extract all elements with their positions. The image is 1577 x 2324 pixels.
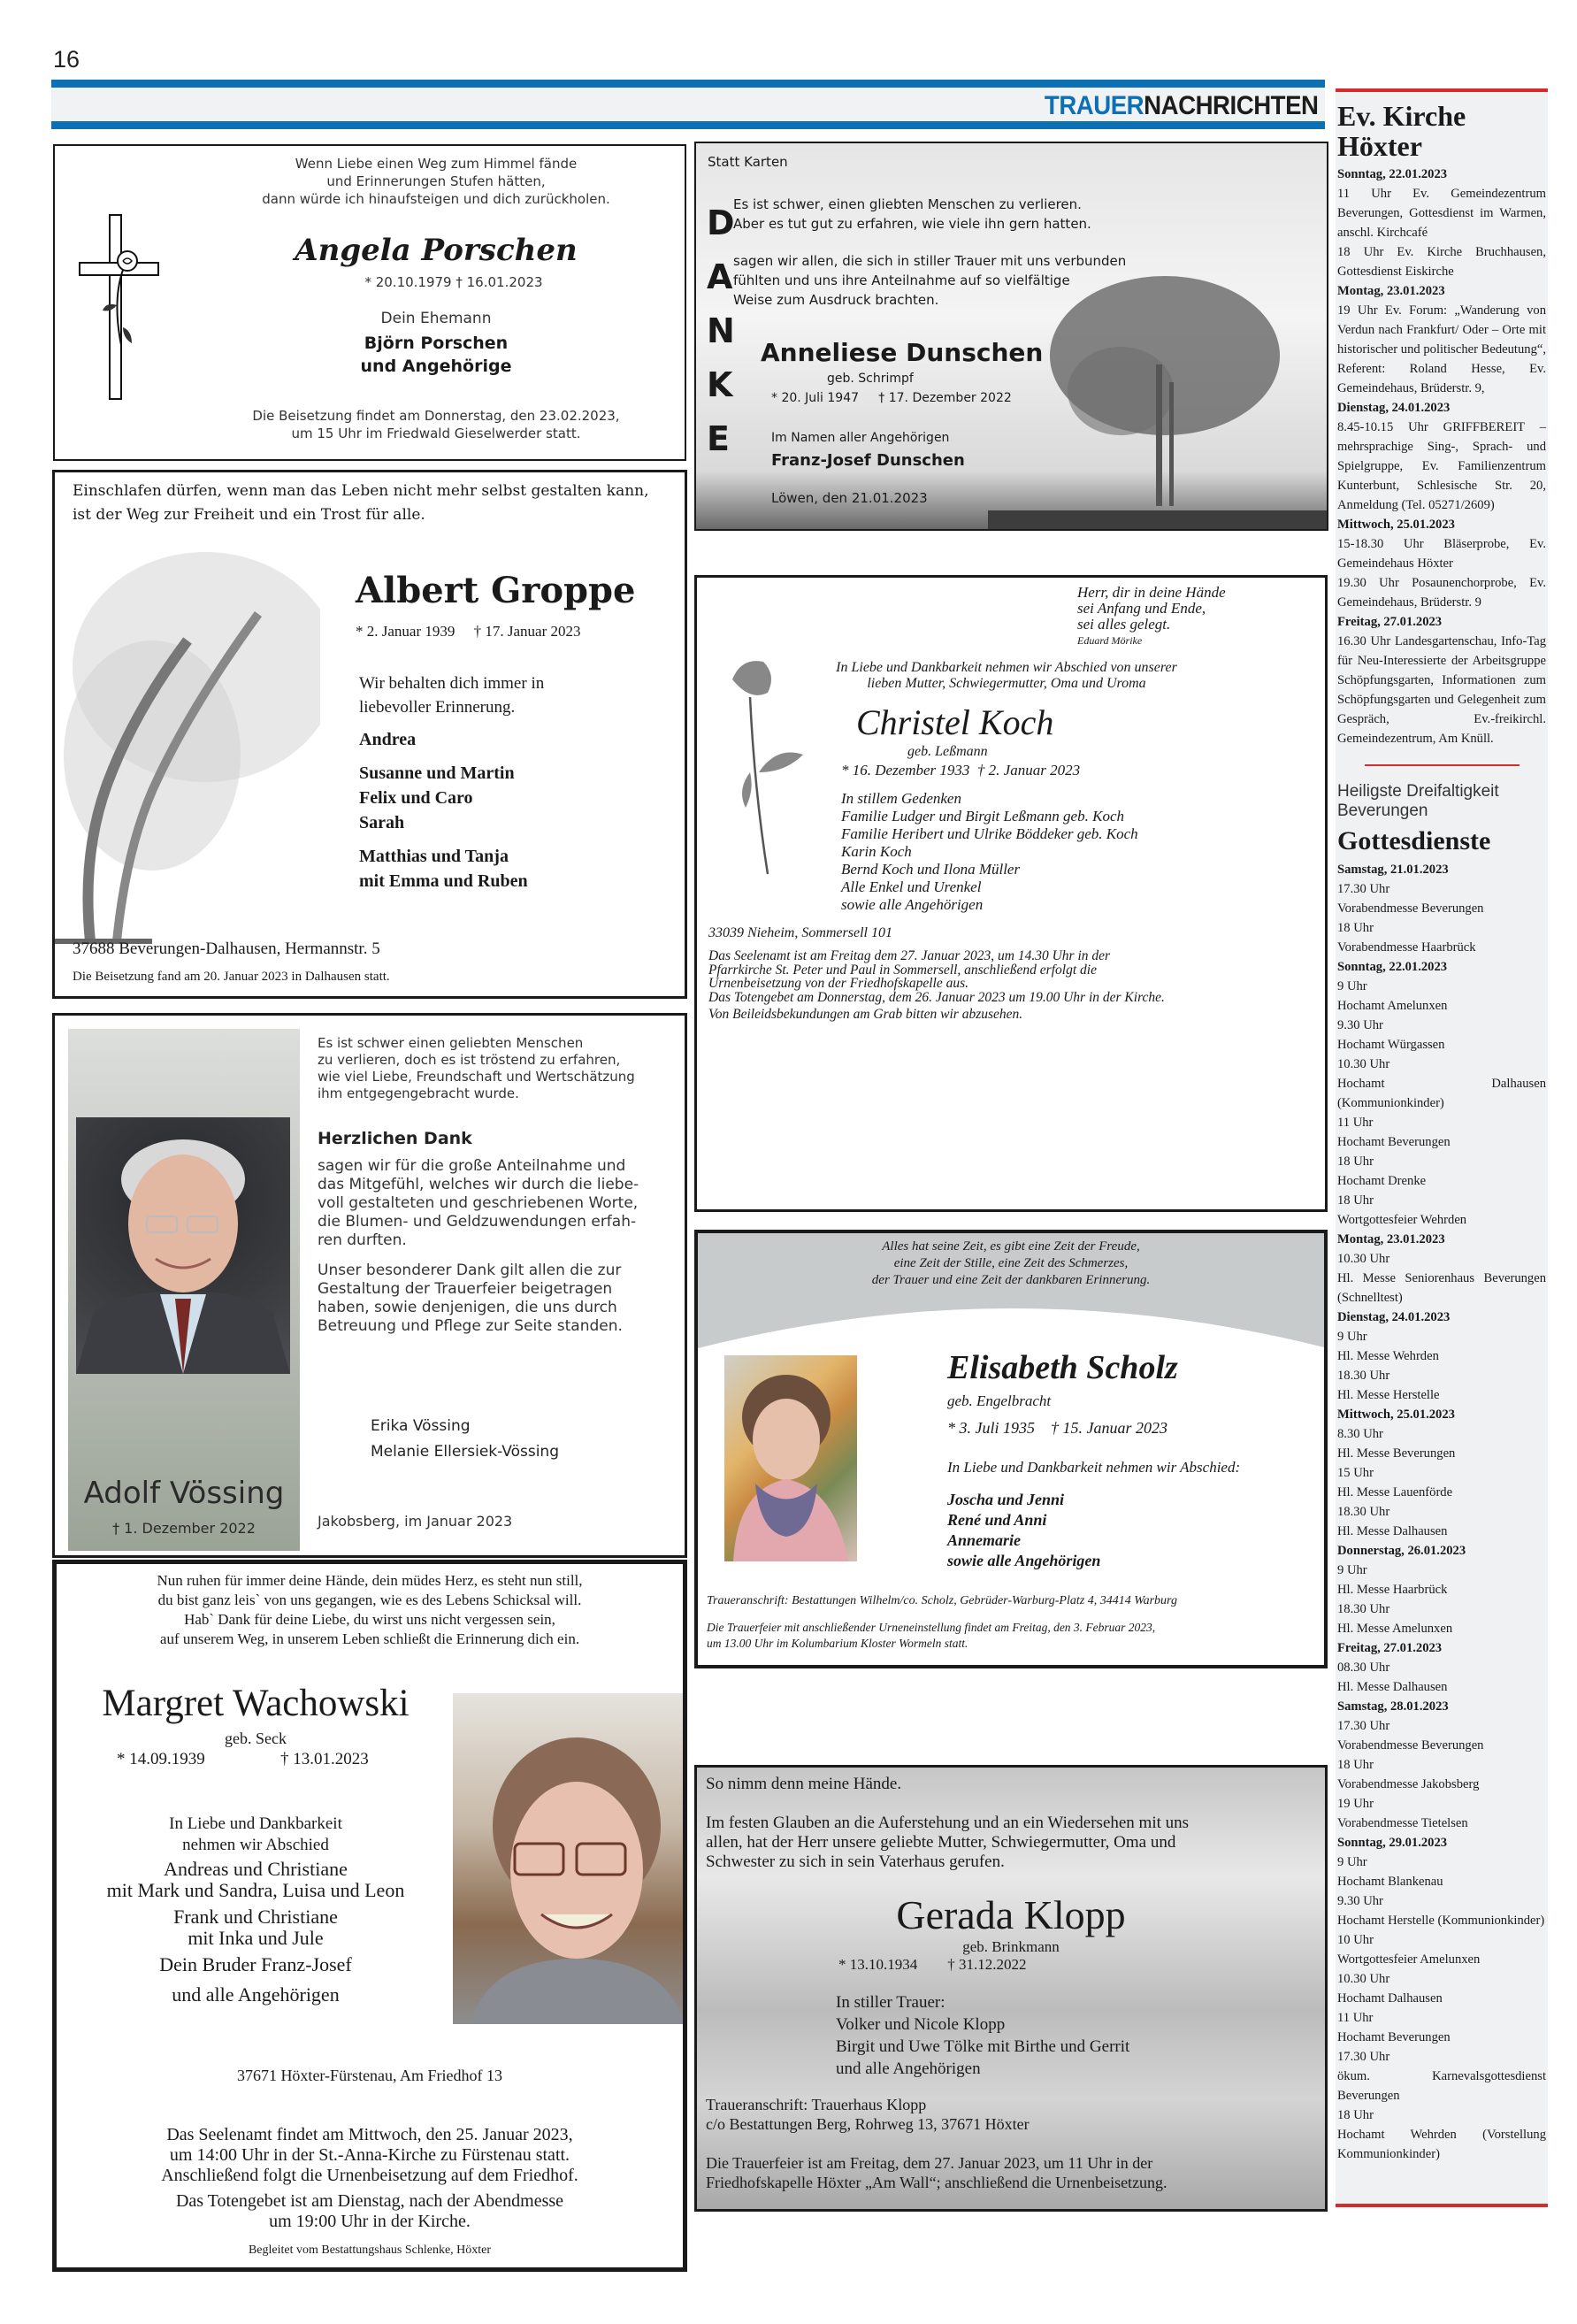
- service-day: Sonntag, 22.01.2023: [1337, 960, 1448, 974]
- obituary-groppe: [52, 470, 687, 999]
- service-entry: 11 Uhr: [1337, 2011, 1374, 2025]
- text: Im festen Glauben an die Auferstehung und an ein Wiedersehen mit uns allen, hat der Herr unsere geliebte Mutter, Schwiegermutter, Oma und Schwester zu sich in sein Vaterhaus gerufen.: [706, 1814, 1190, 1871]
- quote: Nun ruhen für immer deine Hände, dein müdes Herz, es steht nun still, du bist ganz leis` von uns gegangen, wie es des Lebens Schicksal will. Hab` Dank für deine Liebe, du wirst uns nicht vergessen sein, auf unserem Weg, in unserem Leben schließt die Erinnerung dich ein.: [157, 1572, 583, 1647]
- funeral-notice: Die Beisetzung fand am 20. Januar 2023 in Dalhausen statt.: [73, 970, 390, 984]
- service-entry: Hl. Messe Amelunxen: [1337, 1622, 1453, 1636]
- address: 33039 Nieheim, Sommersell 101: [708, 925, 892, 940]
- service-day: Mittwoch, 25.01.2023: [1337, 1407, 1455, 1422]
- service-entry: 8.45-10.15 Uhr GRIFFBEREIT – mehrsprachige Sing-, Sprach- und Spielgruppe, Ev. Familienzentrum Kunterbunt, Schlesische Str. 20, Anmeldung (Tel. 05271/2609): [1337, 420, 1546, 512]
- service-entry: 19.30 Uhr Posaunenchorprobe, Ev. Gemeindehaus, Brüderstr. 9: [1337, 576, 1546, 610]
- service-day: Freitag, 27.01.2023: [1337, 1641, 1443, 1655]
- intro: In Liebe und Dankbarkeit nehmen wir Abschied von unserer lieben Mutter, Schwiegermutter, Oma und Uroma: [836, 660, 1177, 691]
- funeral-notice: Die Beisetzung findet am Donnerstag, den 23.02.2023, um 15 Uhr im Friedwald Gieselwerder statt.: [252, 408, 620, 441]
- service-entry: Wortgottesfeier Amelunxen: [1337, 1952, 1481, 1967]
- service-entry: 11 Uhr Ev. Gemeindezentrum Beverungen, Gottesdienst im Warmen, anschl. Kirchcafé: [1337, 187, 1546, 240]
- service-entry: Hl. Messe Beverungen: [1337, 1446, 1456, 1461]
- service-entry: Vorabendmesse Haarbrück: [1337, 940, 1476, 955]
- mourners: Andreas und Christiane mit Mark und Sandra, Luisa und Leon Frank und Christiane mit Inka und Jule Dein Bruder Franz-Josef und alle Angehörigen: [106, 1858, 405, 2006]
- service-day: Dienstag, 24.01.2023: [1337, 401, 1451, 415]
- service-entry: 9 Uhr: [1337, 1563, 1367, 1577]
- death-date: † 13.01.2023: [280, 1750, 369, 1768]
- cross-with-rose-icon: [77, 212, 161, 403]
- service-entry: Hl. Messe Dalhausen: [1337, 1524, 1448, 1538]
- text-1: Es ist schwer, einen gliebten Menschen zu verlieren. Aber es tut gut zu erfahren, wie viele ihn gern hatten.: [733, 196, 1091, 232]
- life-dates: * 3. Juli 1935 † 15. Januar 2023: [947, 1419, 1167, 1437]
- birth-date: * 14.09.1939: [117, 1750, 205, 1768]
- intro: In Liebe und Dankbarkeit nehmen wir Abschied: [169, 1814, 342, 1854]
- mourners-intro: Dein Ehemann: [380, 310, 492, 327]
- place-date: Löwen, den 21.01.2023: [771, 490, 928, 506]
- funeral-notice: Das Seelenamt findet am Mittwoch, den 25. Januar 2023, um 14:00 Uhr in der St.-Anna-Kirche zu Fürstenau statt. Anschließend folgt die Urnenbeisetzung auf dem Friedhof. Das Totengebet ist am Dienstag, nach der Abendmesse um 19:00 Uhr in der Kirche.: [161, 2125, 578, 2231]
- service-entry: 9 Uhr: [1337, 979, 1367, 993]
- service-entry: Hochamt Herstelle (Kommunionkinder): [1337, 1914, 1545, 1928]
- obituary-voessing: [52, 1013, 687, 1558]
- acrostic-danke: D A N K E: [707, 203, 735, 458]
- service-day: Sonntag, 29.01.2023: [1337, 1836, 1448, 1850]
- maiden-name: geb. Leßmann: [907, 744, 988, 759]
- address: 37671 Höxter-Fürstenau, Am Friedhof 13: [236, 2067, 503, 2084]
- service-entry: 17.30 Uhr: [1337, 882, 1390, 896]
- church-services-sidebar: [1336, 88, 1548, 2207]
- service-entry: Vorabendmesse Beverungen: [1337, 1738, 1484, 1753]
- service-entry: ökum. Karnevalsgottesdienst Beverungen: [1337, 2069, 1546, 2103]
- text-2: sagen wir allen, die sich in stiller Trauer mit uns verbunden fühlten und uns ihre Anteilnahme auf so vielfältige Weise zum Ausdruck brachten.: [733, 253, 1127, 308]
- funeral-notice: Die Trauerfeier mit anschließender Urneneinstellung findet am Freitag, den 3. Februar 2023, um 13.00 Uhr im Kolumbarium Kloster Wormeln statt.: [707, 1621, 1156, 1650]
- mourners: Björn Porschen und Angehörige: [360, 334, 512, 376]
- ev-services-list: [1336, 165, 1548, 748]
- service-entry: 17.30 Uhr: [1337, 1719, 1390, 1733]
- service-entry: Hl. Messe Herstelle: [1337, 1388, 1440, 1402]
- service-entry: 19 Uhr Ev. Forum: „Wanderung von Verdun nach Frankfurt/ Oder – Orte mit historischer und politischer Bedeutung“, Referent: Roland Hesse, Ev. Gemeindehaus, Brüderstr. 9,: [1337, 303, 1546, 395]
- undertaker: Begleitet vom Bestattungshaus Schlenke, Höxter: [248, 2243, 492, 2257]
- quote: Einschlafen dürfen, wenn man das Leben nicht mehr selbst gestalten kann, ist der Weg zur Freiheit und ein Trost für alle.: [73, 482, 649, 524]
- service-entry: Hochamt Amelunxen: [1337, 999, 1448, 1013]
- funeral-notice: Das Seelenamt ist am Freitag dem 27. Januar 2023, um 14.30 Uhr in der Pfarrkirche St. Peter und Paul in Sommersell, anschließend erfolgt die Urnenbeisetzung von der Friedhofskapelle aus. Das Totengebet am Donnerstag, dem 26. Januar 2023 um 19.00 Uhr in der Kirche. Von Beileidsbekundungen am Grab bitten wir abzusehen.: [708, 948, 1165, 1022]
- service-entry: 15 Uhr: [1337, 1466, 1374, 1480]
- signoff: Franz-Josef Dunschen: [771, 451, 965, 470]
- section-header: [51, 80, 1325, 129]
- mourners: In stiller Trauer: Volker und Nicole Klopp Birgit und Uwe Tölke mit Birthe und Gerrit und alle Angehörigen: [836, 1993, 1130, 2078]
- address: Traueranschrift: Trauerhaus Klopp c/o Bestattungen Berg, Rohrweg 13, 37671 Höxter: [706, 2096, 1030, 2133]
- mourners: Andrea Susanne und Martin Felix und Caro Sarah Matthias und Tanja mit Emma und Ruben: [359, 730, 528, 891]
- deceased-name: Christel Koch: [856, 702, 1054, 742]
- life-dates: * 2. Januar 1939 † 17. Januar 2023: [356, 623, 581, 640]
- catholic-services-list: [1336, 860, 1548, 2164]
- obituary-porschen: [53, 144, 686, 461]
- service-entry: Hochamt Würgassen: [1337, 1038, 1445, 1052]
- obituary-scholz: [694, 1230, 1328, 1668]
- service-entry: Hl. Messe Dalhausen: [1337, 1680, 1448, 1694]
- service-entry: Vorabendmesse Jakobsberg: [1337, 1777, 1480, 1791]
- service-entry: 18 Uhr: [1337, 1193, 1374, 1208]
- services-title: Gottesdienste: [1337, 826, 1491, 855]
- service-entry: 9 Uhr: [1337, 1855, 1367, 1869]
- service-entry: 18 Uhr: [1337, 1758, 1374, 1772]
- thanks-paragraph-1: sagen wir für die große Anteilnahme und das Mitgefühl, welches wir durch die liebe- voll gestalteten und geschriebenen Worte, die Blumen- und Geldzuwendungen erfah- ren durften.: [318, 1157, 639, 1249]
- deceased-name: Albert Groppe: [356, 570, 636, 611]
- maiden-name: geb. Schrimpf: [827, 372, 914, 386]
- service-entry: 10.30 Uhr: [1337, 1252, 1390, 1266]
- page-number: 16: [53, 46, 80, 73]
- service-day: Sonntag, 22.01.2023: [1337, 167, 1448, 181]
- service-day: Samstag, 28.01.2023: [1337, 1699, 1449, 1714]
- deceased-name: Elisabeth Scholz: [947, 1349, 1178, 1386]
- life-dates: * 20. Juli 1947 † 17. Dezember 2022: [771, 391, 1012, 405]
- service-entry: 18.30 Uhr: [1337, 1505, 1390, 1519]
- birch-tree-image: [55, 534, 320, 950]
- section-title: TRAUERNACHRICHTEN: [1044, 91, 1318, 120]
- life-dates: * 20.10.1979 † 16.01.2023: [364, 274, 543, 290]
- opening: So nimm denn meine Hände.: [706, 1775, 902, 1793]
- place-date: Jakobsberg, im Januar 2023: [318, 1513, 513, 1530]
- service-day: Montag, 23.01.2023: [1337, 1232, 1445, 1246]
- memory-text: Wir behalten dich immer in liebevoller Erinnerung.: [359, 674, 545, 717]
- service-day: Montag, 23.01.2023: [1337, 284, 1445, 298]
- quote: Alles hat seine Zeit, es gibt eine Zeit der Freude, eine Zeit der Stille, eine Zeit des Schmerzes, der Trauer und eine Zeit der dankbaren Erinnerung.: [871, 1239, 1151, 1287]
- deceased-name: Margret Wachowski: [102, 1683, 410, 1724]
- service-entry: 18 Uhr: [1337, 921, 1374, 935]
- quote: Wenn Liebe einen Weg zum Himmel fände und Erinnerungen Stufen hätten, dann würde ich hinaufsteigen und dich zurückholen.: [262, 156, 610, 207]
- death-date: † 1. Dezember 2022: [112, 1520, 256, 1537]
- service-entry: Hl. Messe Lauenförde: [1337, 1485, 1453, 1499]
- service-entry: Hochamt Drenke: [1337, 1174, 1427, 1188]
- obituary-dunschen: [694, 142, 1328, 531]
- service-entry: Vorabendmesse Tietelsen: [1337, 1816, 1468, 1830]
- service-entry: 15-18.30 Uhr Bläserprobe, Ev. Gemeindehaus Höxter: [1337, 537, 1546, 571]
- life-dates: * 13.10.1934 † 31.12.2022: [838, 1956, 1027, 1973]
- heading: Statt Karten: [708, 154, 788, 170]
- service-entry: 9.30 Uhr: [1337, 1894, 1383, 1908]
- service-entry: 08.30 Uhr: [1337, 1661, 1390, 1675]
- service-entry: Hochamt Blankenau: [1337, 1875, 1443, 1889]
- parish-subtitle: Heiligste Dreifaltigkeit Beverungen: [1337, 782, 1499, 820]
- intro: In Liebe und Dankbarkeit nehmen wir Abschied:: [947, 1459, 1241, 1476]
- portrait-photo: [76, 1117, 290, 1374]
- service-entry: 10.30 Uhr: [1337, 1972, 1390, 1986]
- service-entry: 18 Uhr: [1337, 2108, 1374, 2122]
- service-entry: Hl. Messe Haarbrück: [1337, 1583, 1448, 1597]
- deceased-name: Anneliese Dunschen: [761, 338, 1044, 367]
- life-dates: * 16. Dezember 1933 † 2. Januar 2023: [841, 762, 1081, 779]
- deceased-name: Adolf Vössing: [83, 1476, 285, 1511]
- service-entry: 18 Uhr: [1337, 1154, 1374, 1169]
- service-entry: 16.30 Uhr Landesgartenschau, Info-Tag für Neu-Interessierte der Arbeitsgruppe Schöpfungsgarten, Informationen zum Schöpfungsgarten und Gelegenheit zum Gespräch, Ev.-freikirchl. Gemeindezentrum, Am Knüll.: [1337, 634, 1546, 746]
- address: 37688 Beverungen-Dalhausen, Hermannstr. 5: [73, 940, 380, 958]
- service-entry: Hochamt Dalhausen (Kommunionkinder): [1337, 1077, 1546, 1110]
- service-entry: Wortgottesfeier Wehrden: [1337, 1213, 1467, 1227]
- service-entry: 9.30 Uhr: [1337, 1018, 1383, 1032]
- service-entry: 9 Uhr: [1337, 1330, 1367, 1344]
- deceased-name: Angela Porschen: [295, 233, 578, 268]
- ev-church-title: Ev. Kirche Höxter: [1337, 100, 1466, 162]
- service-entry: 17.30 Uhr: [1337, 2050, 1390, 2064]
- service-day: Dienstag, 24.01.2023: [1337, 1310, 1451, 1324]
- service-day: Mittwoch, 25.01.2023: [1337, 518, 1455, 532]
- address: Traueranschrift: Bestattungen Wilhelm/co. Scholz, Gebrüder-Warburg-Platz 4, 34414 Warburg: [707, 1594, 1177, 1607]
- obituary-koch: [694, 575, 1328, 1212]
- quote: Herr, dir in deine Hände sei Anfang und Ende, sei alles gelegt. Eduard Mörike: [1077, 584, 1226, 647]
- service-entry: 10.30 Uhr: [1337, 1057, 1390, 1071]
- mourners: Joscha und Jenni René und Anni Annemarie sowie alle Angehörigen: [947, 1491, 1101, 1569]
- obituary-klopp: [694, 1765, 1328, 2212]
- divider: [1336, 2204, 1548, 2207]
- funeral-notice: Die Trauerfeier ist am Freitag, dem 27. Januar 2023, um 11 Uhr in der Friedhofskapelle Höxter „Am Wall“; anschließend die Urnenbeisetzung.: [706, 2154, 1167, 2191]
- maiden-name: geb. Engelbracht: [947, 1392, 1052, 1409]
- divider: [1365, 764, 1520, 766]
- service-entry: 19 Uhr: [1337, 1797, 1374, 1811]
- service-entry: Hochamt Dalhausen: [1337, 1991, 1443, 2006]
- service-day: Samstag, 21.01.2023: [1337, 863, 1449, 877]
- signers: Erika Vössing Melanie Ellersiek-Vössing: [371, 1417, 559, 1461]
- service-day: Freitag, 27.01.2023: [1337, 615, 1443, 629]
- service-entry: 18.30 Uhr: [1337, 1602, 1390, 1616]
- obituary-wachowski: [52, 1560, 687, 2272]
- maiden-name: geb. Seck: [225, 1730, 287, 1747]
- thanks-paragraph-2: Unser besonderer Dank gilt allen die zur Gestaltung der Trauerfeier beigetragen haben, sowie denjenigen, die uns durch Betreuung und Pflege zur Seite standen.: [318, 1262, 623, 1335]
- service-entry: 18.30 Uhr: [1337, 1369, 1390, 1383]
- service-entry: Hochamt Wehrden (Vorstellung Kommunionkinder): [1337, 2128, 1546, 2161]
- heading: Herzlichen Dank: [318, 1129, 472, 1148]
- service-entry: 8.30 Uhr: [1337, 1427, 1383, 1441]
- signoff-intro: Im Namen aller Angehörigen: [771, 431, 950, 445]
- service-entry: Hochamt Beverungen: [1337, 1135, 1451, 1149]
- service-day: Donnerstag, 26.01.2023: [1337, 1544, 1466, 1558]
- service-entry: 18 Uhr Ev. Kirche Bruchhausen, Gottesdienst Eiskirche: [1337, 245, 1546, 279]
- service-entry: Hl. Messe Wehrden: [1337, 1349, 1439, 1363]
- service-entry: Vorabendmesse Beverungen: [1337, 901, 1484, 916]
- deceased-name: Gerada Klopp: [896, 1892, 1126, 1937]
- service-entry: 10 Uhr: [1337, 1933, 1374, 1947]
- portrait-photo: [453, 1693, 685, 2024]
- service-entry: Hl. Messe Seniorenhaus Beverungen (Schnelltest): [1337, 1271, 1546, 1305]
- mourners: In stillem Gedenken Familie Ludger und Birgit Leßmann geb. Koch Familie Heribert und Ulrike Böddeker geb. Koch Karin Koch Bernd Koch und Ilona Müller Alle Enkel und Urenkel sowie alle Angehörigen: [841, 790, 1138, 913]
- intro: Es ist schwer einen geliebten Menschen zu verlieren, doch es ist tröstend zu erfahren, wie viel Liebe, Freundschaft und Wertschätzung ihm entgegengebracht wurde.: [318, 1035, 635, 1101]
- service-entry: 11 Uhr: [1337, 1116, 1374, 1130]
- maiden-name: geb. Brinkmann: [962, 1938, 1060, 1955]
- portrait-photo: [724, 1355, 857, 1561]
- service-entry: Hochamt Beverungen: [1337, 2030, 1451, 2044]
